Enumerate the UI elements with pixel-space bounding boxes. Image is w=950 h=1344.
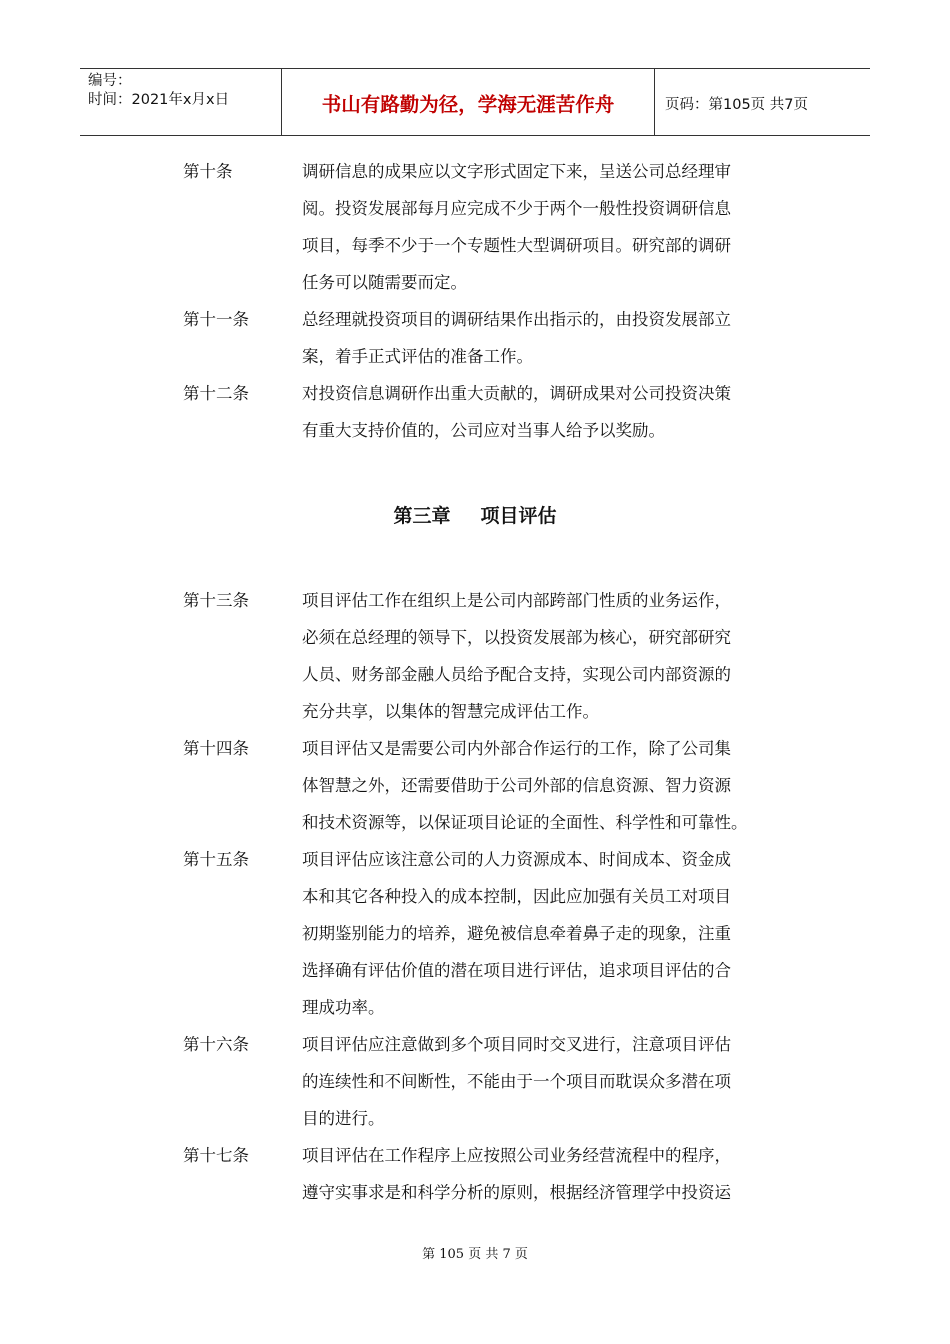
article-line: 和技术资源等，以保证项目论证的全面性、科学性和可靠性。 xyxy=(302,813,748,832)
article-line: 本和其它各种投入的成本控制，因此应加强有关员工对项目 xyxy=(302,887,731,906)
article-line: 遵守实事求是和科学分析的原则，根据经济管理学中投资运 xyxy=(302,1183,731,1202)
article-label: 第十一条 xyxy=(183,310,249,329)
article-line: 人员、财务部金融人员给予配合支持，实现公司内部资源的 xyxy=(302,665,731,684)
header-motto: 书山有路勤为径，学海无涯苦作舟 xyxy=(282,69,655,135)
article-body xyxy=(302,1026,817,1137)
article-body xyxy=(302,153,817,301)
article-label: 第十五条 xyxy=(183,850,249,869)
article-line: 选择确有评估价值的潜在项目进行评估，追求项目评估的合 xyxy=(302,961,731,980)
article-line: 调研信息的成果应以文字形式固定下来，呈送公司总经理审 xyxy=(302,162,731,181)
article-body xyxy=(302,841,817,1026)
page-footer: 第 105 页 共 7 页 xyxy=(422,1247,528,1262)
document-time-label: 时间：2021年x月x日 xyxy=(88,92,230,108)
chapter-heading xyxy=(0,498,950,534)
article-body xyxy=(302,730,817,841)
article-line: 初期鉴别能力的培养，避免被信息牵着鼻子走的现象，注重 xyxy=(302,924,731,943)
article-line: 目的进行。 xyxy=(302,1109,385,1128)
article-line: 总经理就投资项目的调研结果作出指示的，由投资发展部立 xyxy=(302,310,731,329)
article-body xyxy=(302,1137,817,1211)
document-number-label: 编号： xyxy=(88,73,132,89)
article-label: 第十四条 xyxy=(183,739,249,758)
article-line: 项目评估应注意做到多个项目同时交叉进行，注意项目评估 xyxy=(302,1035,731,1054)
article-label: 第十六条 xyxy=(183,1035,249,1054)
article-label: 第十二条 xyxy=(183,384,249,403)
header-page-info: 页码：第105页 共7页 xyxy=(665,96,809,113)
article-line: 项目评估工作在组织上是公司内部跨部门性质的业务运作， xyxy=(302,591,731,610)
article-label: 第十条 xyxy=(183,162,233,181)
chapter-title: 项目评估 xyxy=(480,505,557,527)
article-line: 体智慧之外，还需要借助于公司外部的信息资源、智力资源 xyxy=(302,776,731,795)
article-line: 阅。投资发展部每月应完成不少于两个一般性投资调研信息 xyxy=(302,199,731,218)
article-label: 第十三条 xyxy=(183,591,249,610)
article-body xyxy=(302,301,817,375)
page-header xyxy=(80,68,870,136)
article-line: 的连续性和不间断性，不能由于一个项目而耽误众多潜在项 xyxy=(302,1072,731,1091)
article-line: 充分共享，以集体的智慧完成评估工作。 xyxy=(302,702,599,721)
article-body xyxy=(302,375,817,449)
article-line: 案，着手正式评估的准备工作。 xyxy=(302,347,533,366)
chapter-number: 第三章 xyxy=(393,505,451,527)
header-left-cell xyxy=(80,69,282,135)
article-line: 必须在总经理的领导下，以投资发展部为核心，研究部研究 xyxy=(302,628,731,647)
article-line: 有重大支持价值的，公司应对当事人给予以奖励。 xyxy=(302,421,665,440)
article-label: 第十七条 xyxy=(183,1146,249,1165)
article-line: 理成功率。 xyxy=(302,998,385,1017)
article-line: 对投资信息调研作出重大贡献的，调研成果对公司投资决策 xyxy=(302,384,731,403)
article-line: 项目评估在工作程序上应按照公司业务经营流程中的程序， xyxy=(302,1146,731,1165)
article-body xyxy=(302,582,817,730)
article-line: 项目评估又是需要公司内外部合作运行的工作，除了公司集 xyxy=(302,739,731,758)
article-line: 任务可以随需要而定。 xyxy=(302,273,467,292)
article-line: 项目，每季不少于一个专题性大型调研项目。研究部的调研 xyxy=(302,236,731,255)
article-line: 项目评估应该注意公司的人力资源成本、时间成本、资金成 xyxy=(302,850,731,869)
